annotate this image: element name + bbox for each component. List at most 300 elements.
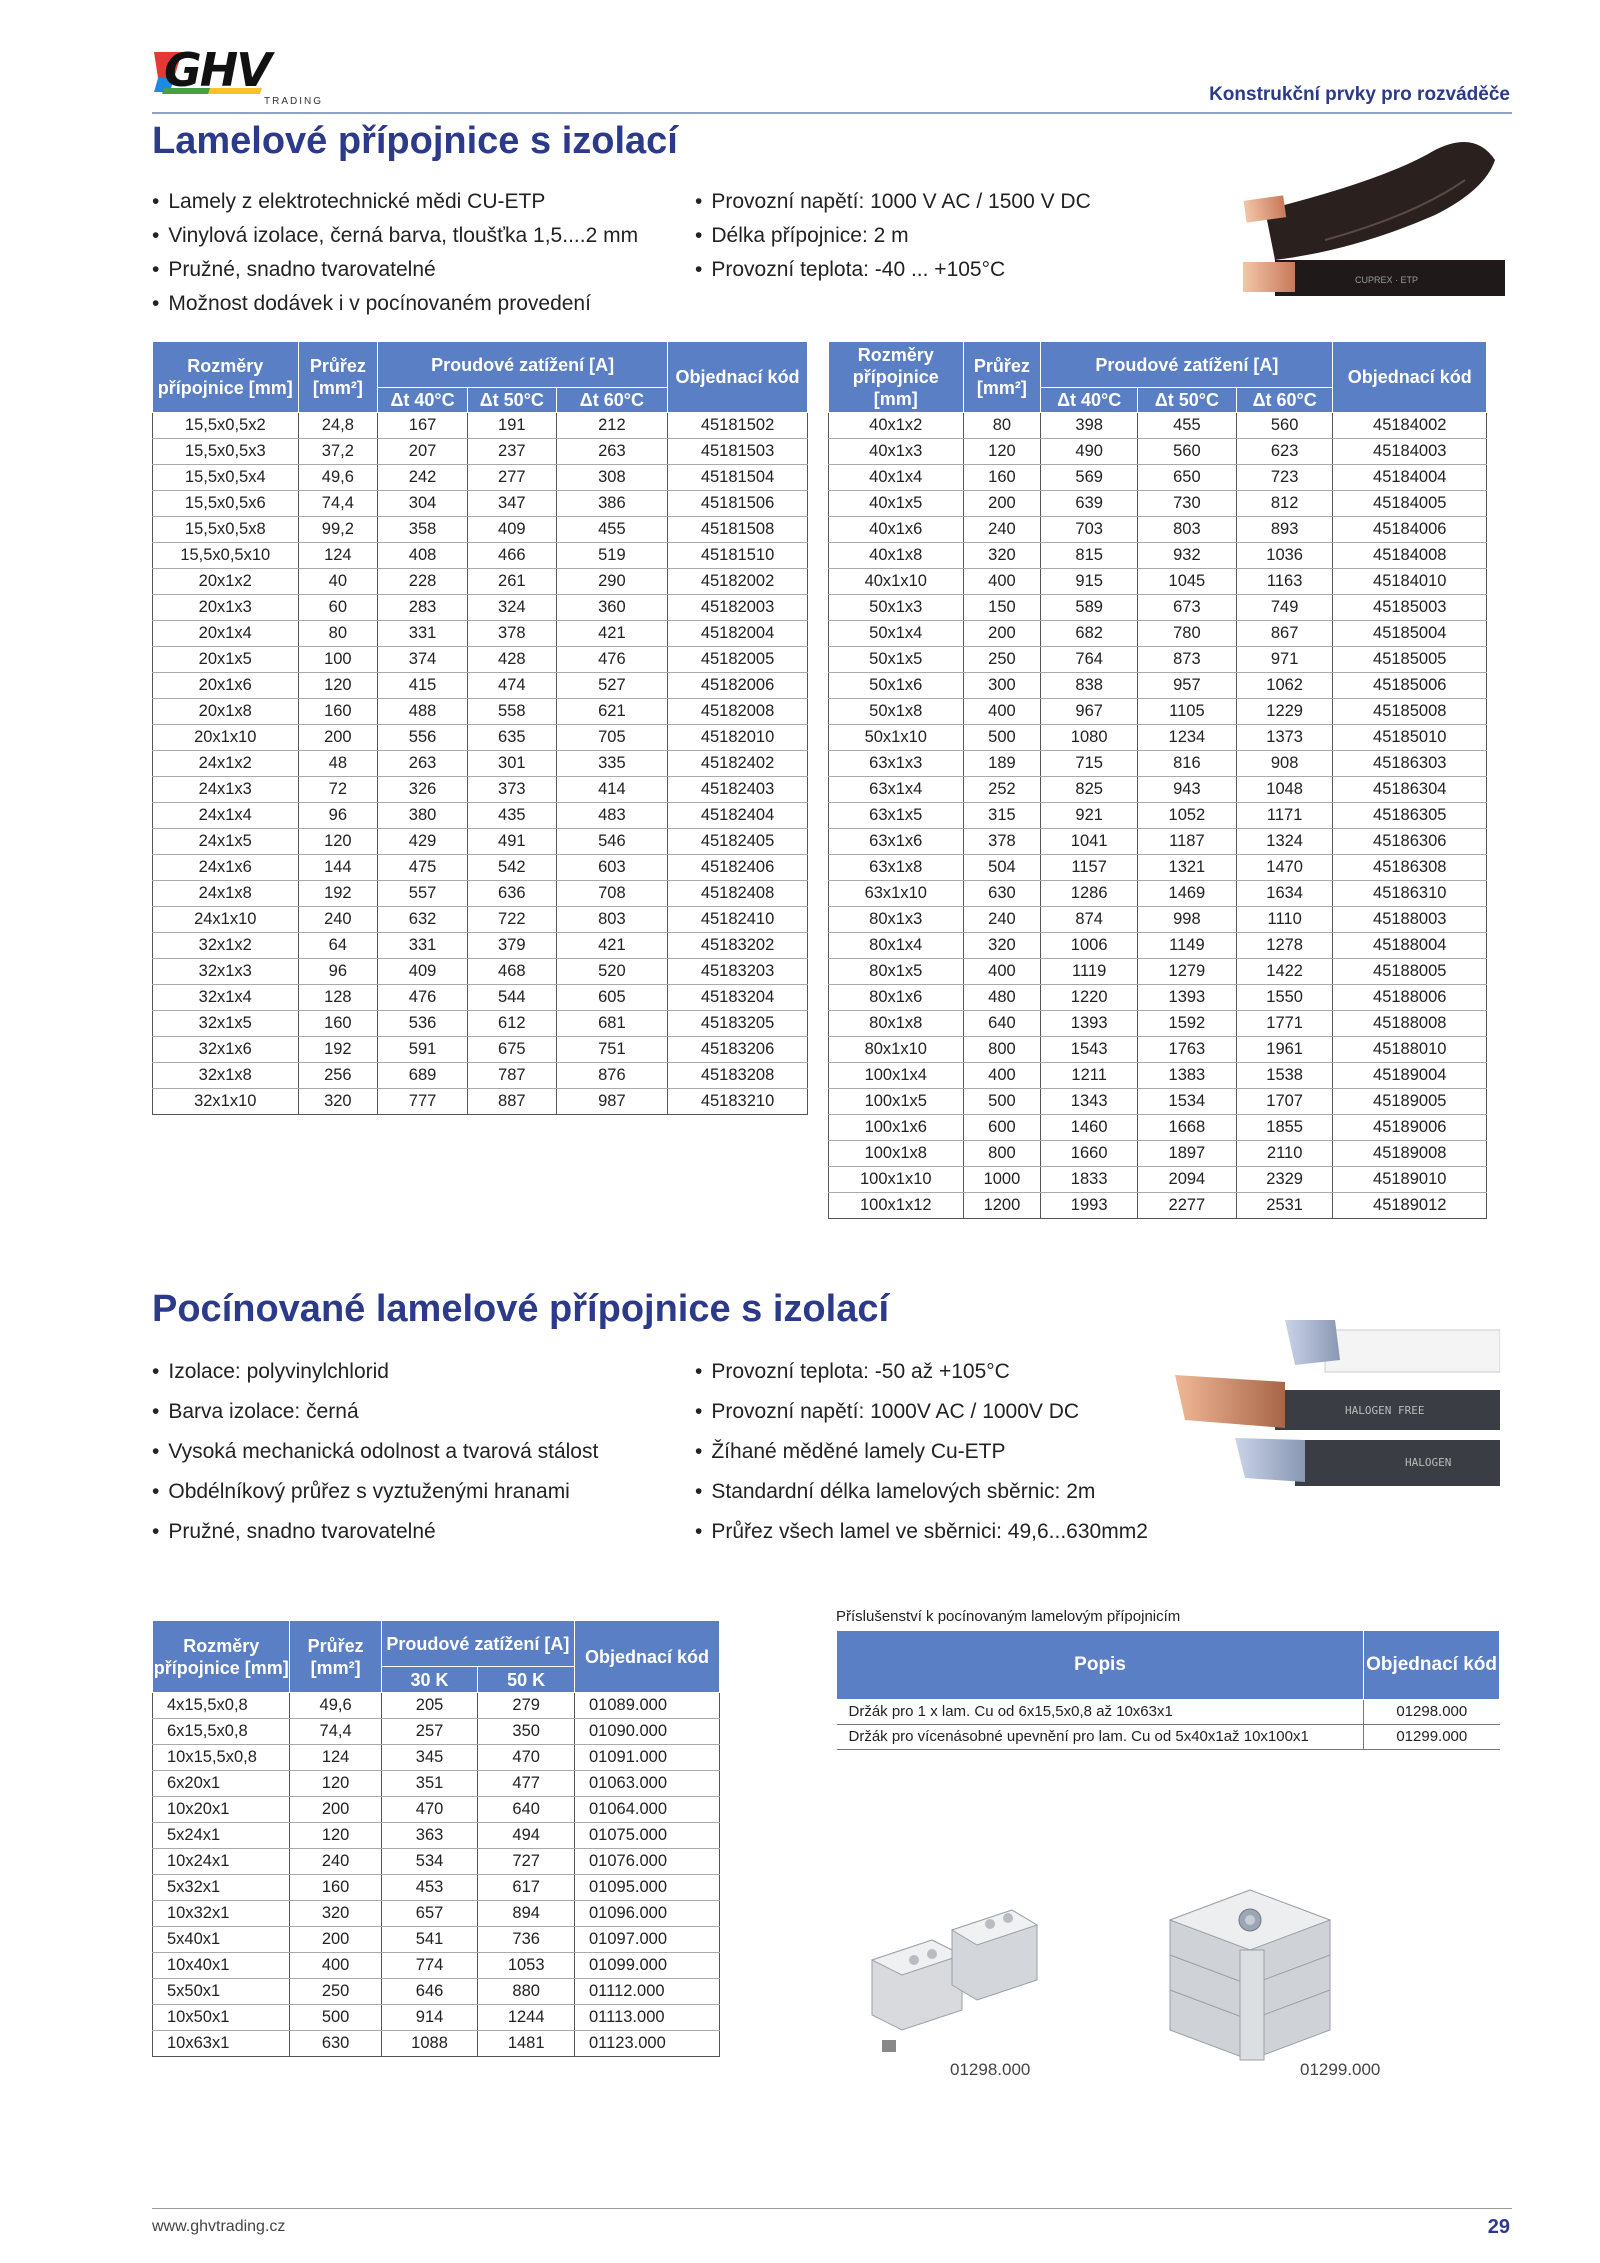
table-cell: 893	[1236, 517, 1333, 543]
table-cell: 715	[1041, 751, 1138, 777]
bullet: • Provozní napětí: 1000 V AC / 1500 V DC	[695, 185, 1091, 219]
table-cell: 20x1x8	[153, 699, 299, 725]
table-cell: 646	[381, 1979, 478, 2005]
table-cell: 632	[378, 907, 468, 933]
table-cell: 1993	[1041, 1193, 1138, 1219]
table-cell: 124	[290, 1745, 381, 1771]
table-cell: 527	[556, 673, 667, 699]
table-cell: 1119	[1041, 959, 1138, 985]
table-cell: 1634	[1236, 881, 1333, 907]
table-cell: 15,5x0,5x2	[153, 413, 299, 439]
table-cell: 45182003	[668, 595, 808, 621]
table-cell: 45189012	[1333, 1193, 1487, 1219]
logo-graphic	[152, 44, 327, 108]
table-cell: 100x1x8	[829, 1141, 964, 1167]
table-cell: 1149	[1138, 933, 1237, 959]
table-cell: 64	[298, 933, 378, 959]
table-cell: 10x15,5x0,8	[153, 1745, 290, 1771]
table-cell: 490	[1041, 439, 1138, 465]
table-cell: 100x1x12	[829, 1193, 964, 1219]
footer-divider	[152, 2208, 1512, 2209]
table-cell: 780	[1138, 621, 1237, 647]
table-row	[829, 777, 1487, 803]
table-cell: 400	[963, 959, 1041, 985]
table-cell: 335	[556, 751, 667, 777]
table-cell: 488	[378, 699, 468, 725]
bullet: • Standardní délka lamelových sběrnic: 2m	[695, 1472, 1148, 1512]
table-cell: 560	[1138, 439, 1237, 465]
table-cell: 205	[381, 1693, 478, 1719]
table-cell: 971	[1236, 647, 1333, 673]
table-cell: 01075.000	[575, 1823, 720, 1849]
table-cell: 435	[467, 803, 556, 829]
table-cell: 400	[963, 699, 1041, 725]
col-load: Proudové zatížení [A]	[1041, 342, 1333, 388]
table-cell: 120	[298, 673, 378, 699]
table-cell: 5x40x1	[153, 1927, 290, 1953]
table-row	[153, 1693, 720, 1719]
bullet: • Pružné, snadno tvarovatelné	[152, 1512, 598, 1552]
table-cell: 605	[556, 985, 667, 1011]
desc-cell: Držák pro vícenásobné upevnění pro lam. Cu od 5x40x1až 10x100x1	[837, 1725, 1364, 1750]
table-cell: 360	[556, 595, 667, 621]
table-cell: 45184003	[1333, 439, 1487, 465]
table-row	[153, 1771, 720, 1797]
table-row	[829, 491, 1487, 517]
table-cell: 10x32x1	[153, 1901, 290, 1927]
table-row	[829, 933, 1487, 959]
table-cell: 32x1x10	[153, 1089, 299, 1115]
table-row	[829, 907, 1487, 933]
table-cell: 722	[467, 907, 556, 933]
table-row	[153, 621, 808, 647]
bullet: • Provozní napětí: 1000V AC / 1000V DC	[695, 1392, 1148, 1432]
table-cell: 373	[467, 777, 556, 803]
table-row	[829, 1037, 1487, 1063]
table-cell: 45185006	[1333, 673, 1487, 699]
table-row	[829, 1141, 1487, 1167]
table-cell: 1481	[478, 2031, 575, 2057]
table-cell: 45185005	[1333, 647, 1487, 673]
table-cell: 120	[290, 1823, 381, 1849]
table-cell: 60	[298, 595, 378, 621]
table-cell: 1324	[1236, 829, 1333, 855]
table-cell: 24x1x10	[153, 907, 299, 933]
table-cell: 921	[1041, 803, 1138, 829]
col-desc: Popis	[837, 1631, 1364, 1700]
table-row	[153, 1875, 720, 1901]
page-number: 29	[1487, 2216, 1510, 2238]
table-row	[153, 2005, 720, 2031]
table-row	[837, 1725, 1500, 1750]
table-cell: 32x1x5	[153, 1011, 299, 1037]
table-row	[153, 829, 808, 855]
logo-sub: TRADING	[264, 96, 323, 107]
desc-cell: Držák pro 1 x lam. Cu od 6x15,5x0,8 až 10x63x1	[837, 1700, 1364, 1725]
col-dim: Rozměry přípojnice [mm]	[153, 342, 299, 413]
table-cell: 45188010	[1333, 1037, 1487, 1063]
table-cell: 1110	[1236, 907, 1333, 933]
table-cell: 630	[963, 881, 1041, 907]
table-cell: 15,5x0,5x6	[153, 491, 299, 517]
table-cell: 681	[556, 1011, 667, 1037]
table-row	[829, 985, 1487, 1011]
table-cell: 45181510	[668, 543, 808, 569]
table-cell: 908	[1236, 751, 1333, 777]
table-cell: 689	[378, 1063, 468, 1089]
table-cell: 591	[378, 1037, 468, 1063]
table-row	[829, 1167, 1487, 1193]
col-dim: Rozměry přípojnice [mm]	[153, 1621, 290, 1693]
table-cell: 24x1x6	[153, 855, 299, 881]
table-cell: 301	[467, 751, 556, 777]
table-cell: 894	[478, 1901, 575, 1927]
table-cell: 80x1x6	[829, 985, 964, 1011]
bullet: • Vysoká mechanická odolnost a tvarová stálost	[152, 1432, 598, 1472]
table-cell: 80	[298, 621, 378, 647]
table-cell: 15,5x0,5x8	[153, 517, 299, 543]
table-cell: 144	[298, 855, 378, 881]
table-cell: 01097.000	[575, 1927, 720, 1953]
col-dim: Rozměry přípojnice [mm]	[829, 342, 964, 413]
col-50k: 50 K	[478, 1667, 575, 1693]
table-cell: 1393	[1138, 985, 1237, 1011]
table-cell: 100x1x6	[829, 1115, 964, 1141]
table-cell: 277	[467, 465, 556, 491]
table-cell: 01064.000	[575, 1797, 720, 1823]
table-row	[829, 803, 1487, 829]
table-cell: 200	[963, 491, 1041, 517]
table-cell: 01063.000	[575, 1771, 720, 1797]
table-row	[153, 1797, 720, 1823]
col-cross: Průřez [mm²]	[298, 342, 378, 413]
table-cell: 635	[467, 725, 556, 751]
table-cell: 45184010	[1333, 569, 1487, 595]
table-cell: 880	[478, 1979, 575, 2005]
col-code: Objednací kód	[1333, 342, 1487, 413]
table-cell: 6x15,5x0,8	[153, 1719, 290, 1745]
section2-bullets-left	[152, 1352, 598, 1552]
table-cell: 1244	[478, 2005, 575, 2031]
table-cell: 263	[378, 751, 468, 777]
table-cell: 1048	[1236, 777, 1333, 803]
table-cell: 01123.000	[575, 2031, 720, 2057]
table-cell: 1006	[1041, 933, 1138, 959]
table-cell: 534	[381, 1849, 478, 1875]
table-cell: 1707	[1236, 1089, 1333, 1115]
table-cell: 160	[290, 1875, 381, 1901]
table-cell: 558	[467, 699, 556, 725]
table-cell: 4x15,5x0,8	[153, 1693, 290, 1719]
table-cell: 1080	[1041, 725, 1138, 751]
table-cell: 100	[298, 647, 378, 673]
table-cell: 491	[467, 829, 556, 855]
table-cell: 1041	[1041, 829, 1138, 855]
table-cell: 987	[556, 1089, 667, 1115]
table-row	[153, 1037, 808, 1063]
bullet: • Pružné, snadno tvarovatelné	[152, 253, 638, 287]
table-cell: 1229	[1236, 699, 1333, 725]
table-cell: 1592	[1138, 1011, 1237, 1037]
table-cell: 477	[478, 1771, 575, 1797]
table-cell: 998	[1138, 907, 1237, 933]
table-cell: 45189010	[1333, 1167, 1487, 1193]
table-cell: 777	[378, 1089, 468, 1115]
table-cell: 1534	[1138, 1089, 1237, 1115]
table-cell: 764	[1041, 647, 1138, 673]
table-cell: 240	[963, 517, 1041, 543]
table-row	[829, 725, 1487, 751]
table-cell: 45186306	[1333, 829, 1487, 855]
table-cell: 1000	[963, 1167, 1041, 1193]
footer-url[interactable]: www.ghvtrading.cz	[152, 2218, 286, 2235]
table-cell: 120	[963, 439, 1041, 465]
table-cell: 250	[963, 647, 1041, 673]
table-cell: 290	[556, 569, 667, 595]
table-row	[153, 413, 808, 439]
table-cell: 80	[963, 413, 1041, 439]
table-cell: 320	[963, 543, 1041, 569]
table-cell: 150	[963, 595, 1041, 621]
table-cell: 1220	[1041, 985, 1138, 1011]
table-cell: 5x24x1	[153, 1823, 290, 1849]
table-cell: 600	[963, 1115, 1041, 1141]
section1-title: Lamelové přípojnice s izolací	[152, 120, 678, 162]
bullet: • Žíhané měděné lamely Cu-ETP	[695, 1432, 1148, 1472]
table-cell: 15,5x0,5x3	[153, 439, 299, 465]
table-cell: 409	[467, 517, 556, 543]
table-cell: 320	[298, 1089, 378, 1115]
table-cell: 1343	[1041, 1089, 1138, 1115]
table-cell: 1469	[1138, 881, 1237, 907]
table-cell: 708	[556, 881, 667, 907]
header-category: Konstrukční prvky pro rozváděče	[1209, 84, 1510, 105]
table-cell: 466	[467, 543, 556, 569]
col-code: Objednací kód	[575, 1621, 720, 1693]
table-cell: 470	[478, 1745, 575, 1771]
table-cell: 200	[290, 1927, 381, 1953]
table-row	[829, 751, 1487, 777]
table-cell: 682	[1041, 621, 1138, 647]
table-cell: 378	[963, 829, 1041, 855]
table-cell: 100x1x10	[829, 1167, 964, 1193]
table-cell: 250	[290, 1979, 381, 2005]
table-cell: 519	[556, 543, 667, 569]
col-cross: Průřez [mm²]	[290, 1621, 381, 1693]
table-cell: 800	[963, 1141, 1041, 1167]
table-cell: 200	[298, 725, 378, 751]
table-cell: 816	[1138, 751, 1237, 777]
table-cell: 398	[1041, 413, 1138, 439]
table-cell: 347	[467, 491, 556, 517]
table-cell: 45189004	[1333, 1063, 1487, 1089]
table-cell: 557	[378, 881, 468, 907]
table-cell: 189	[963, 751, 1041, 777]
table-cell: 45184006	[1333, 517, 1487, 543]
table-cell: 40	[298, 569, 378, 595]
table-row	[153, 569, 808, 595]
table-cell: 45182404	[668, 803, 808, 829]
table-cell: 480	[963, 985, 1041, 1011]
table-cell: 100x1x4	[829, 1063, 964, 1089]
table-row	[153, 985, 808, 1011]
table-cell: 500	[963, 725, 1041, 751]
table-cell: 730	[1138, 491, 1237, 517]
table-cell: 873	[1138, 647, 1237, 673]
table-cell: 20x1x2	[153, 569, 299, 595]
col-load: Proudové zatížení [A]	[381, 1621, 574, 1667]
table-cell: 45182005	[668, 647, 808, 673]
table-cell: 2329	[1236, 1167, 1333, 1193]
busbar-table-1	[152, 341, 808, 1115]
holder-single-code: 01298.000	[950, 2060, 1031, 2079]
table-cell: 1373	[1236, 725, 1333, 751]
table-cell: 483	[556, 803, 667, 829]
table-cell: 45186308	[1333, 855, 1487, 881]
table-cell: 45189008	[1333, 1141, 1487, 1167]
table-cell: 374	[378, 647, 468, 673]
table-cell: 1550	[1236, 985, 1333, 1011]
bullet: • Provozní teplota: -40 ... +105°C	[695, 253, 1091, 287]
table-cell: 128	[298, 985, 378, 1011]
table-cell: 304	[378, 491, 468, 517]
table-cell: 45181506	[668, 491, 808, 517]
svg-text:CUPREX · ETP: CUPREX · ETP	[1355, 275, 1419, 285]
table-row	[153, 725, 808, 751]
table-row	[829, 595, 1487, 621]
table-cell: 421	[556, 621, 667, 647]
table-cell: 657	[381, 1901, 478, 1927]
table-row	[153, 517, 808, 543]
table-cell: 468	[467, 959, 556, 985]
table-cell: 48	[298, 751, 378, 777]
table-cell: 476	[556, 647, 667, 673]
table-cell: 673	[1138, 595, 1237, 621]
table-cell: 415	[378, 673, 468, 699]
table-cell: 32x1x4	[153, 985, 299, 1011]
table-cell: 63x1x5	[829, 803, 964, 829]
table-cell: 1211	[1041, 1063, 1138, 1089]
table-cell: 191	[467, 413, 556, 439]
ghv-logo	[152, 44, 327, 108]
holder-single-image	[862, 1890, 1042, 2080]
table-cell: 80x1x5	[829, 959, 964, 985]
table-cell: 01089.000	[575, 1693, 720, 1719]
bullet: • Průřez všech lamel ve sběrnici: 49,6...630mm2	[695, 1512, 1148, 1552]
table-cell: 01112.000	[575, 1979, 720, 2005]
bullet: • Vinylová izolace, černá barva, tloušťka 1,5....2 mm	[152, 219, 638, 253]
table-cell: 283	[378, 595, 468, 621]
table-cell: 240	[290, 1849, 381, 1875]
table-cell: 40x1x4	[829, 465, 964, 491]
accessories-table	[836, 1630, 1500, 1750]
table-cell: 45189005	[1333, 1089, 1487, 1115]
table-cell: 386	[556, 491, 667, 517]
table-cell: 45186304	[1333, 777, 1487, 803]
table-cell: 15,5x0,5x4	[153, 465, 299, 491]
table-cell: 80x1x10	[829, 1037, 964, 1063]
header-divider	[152, 112, 1512, 114]
table-cell: 453	[381, 1875, 478, 1901]
table-cell: 825	[1041, 777, 1138, 803]
table-cell: 1393	[1041, 1011, 1138, 1037]
table-cell: 838	[1041, 673, 1138, 699]
table-cell: 650	[1138, 465, 1237, 491]
table-cell: 45184008	[1333, 543, 1487, 569]
tinned-busbar-table	[152, 1620, 720, 2057]
table-cell: 01096.000	[575, 1901, 720, 1927]
table-cell: 99,2	[298, 517, 378, 543]
table-cell: 160	[298, 1011, 378, 1037]
table-cell: 24x1x5	[153, 829, 299, 855]
table-cell: 261	[467, 569, 556, 595]
table-row	[829, 647, 1487, 673]
accessories-caption: Příslušenství k pocínovaným lamelovým přípojnicím	[836, 1608, 1181, 1625]
bullet: • Lamely z elektrotechnické mědi CU-ETP	[152, 185, 638, 219]
holder-multi-code: 01299.000	[1300, 2060, 1381, 2079]
table-cell: 536	[378, 1011, 468, 1037]
table-cell: 1053	[478, 1953, 575, 1979]
bullet: • Délka přípojnice: 2 m	[695, 219, 1091, 253]
table-cell: 2531	[1236, 1193, 1333, 1219]
table-row	[829, 1089, 1487, 1115]
table-cell: 45189006	[1333, 1115, 1487, 1141]
table-row	[829, 699, 1487, 725]
table-cell: 192	[298, 1037, 378, 1063]
table-cell: 1763	[1138, 1037, 1237, 1063]
table-cell: 400	[963, 569, 1041, 595]
table-cell: 20x1x4	[153, 621, 299, 647]
table-cell: 192	[298, 881, 378, 907]
table-cell: 867	[1236, 621, 1333, 647]
table-cell: 45183203	[668, 959, 808, 985]
table-cell: 800	[963, 1037, 1041, 1063]
table-cell: 675	[467, 1037, 556, 1063]
logo-main: GHV	[164, 44, 270, 97]
table-row	[153, 1011, 808, 1037]
table-cell: 331	[378, 621, 468, 647]
bullet: • Obdélníkový průřez s vyztuženými hranami	[152, 1472, 598, 1512]
busbar-table-2	[828, 341, 1487, 1219]
table-cell: 200	[290, 1797, 381, 1823]
table-row	[153, 699, 808, 725]
table-cell: 40x1x2	[829, 413, 964, 439]
table-cell: 636	[467, 881, 556, 907]
table-cell: 1897	[1138, 1141, 1237, 1167]
table-cell: 45188008	[1333, 1011, 1487, 1037]
table-cell: 242	[378, 465, 468, 491]
table-cell: 45184005	[1333, 491, 1487, 517]
table-cell: 37,2	[298, 439, 378, 465]
table-row	[829, 855, 1487, 881]
table-cell: 617	[478, 1875, 575, 1901]
table-cell: 45186305	[1333, 803, 1487, 829]
table-row	[153, 1063, 808, 1089]
table-cell: 2094	[1138, 1167, 1237, 1193]
table-cell: 887	[467, 1089, 556, 1115]
table-cell: 50x1x4	[829, 621, 964, 647]
svg-text:HALOGEN: HALOGEN	[1405, 1456, 1452, 1469]
table-cell: 01095.000	[575, 1875, 720, 1901]
table-cell: 421	[556, 933, 667, 959]
table-cell: 630	[290, 2031, 381, 2057]
table-cell: 40x1x5	[829, 491, 964, 517]
table-cell: 723	[1236, 465, 1333, 491]
table-cell: 63x1x3	[829, 751, 964, 777]
table-cell: 957	[1138, 673, 1237, 699]
holder-multi-image	[1160, 1880, 1340, 2080]
section2-bullets-right	[695, 1352, 1148, 1552]
